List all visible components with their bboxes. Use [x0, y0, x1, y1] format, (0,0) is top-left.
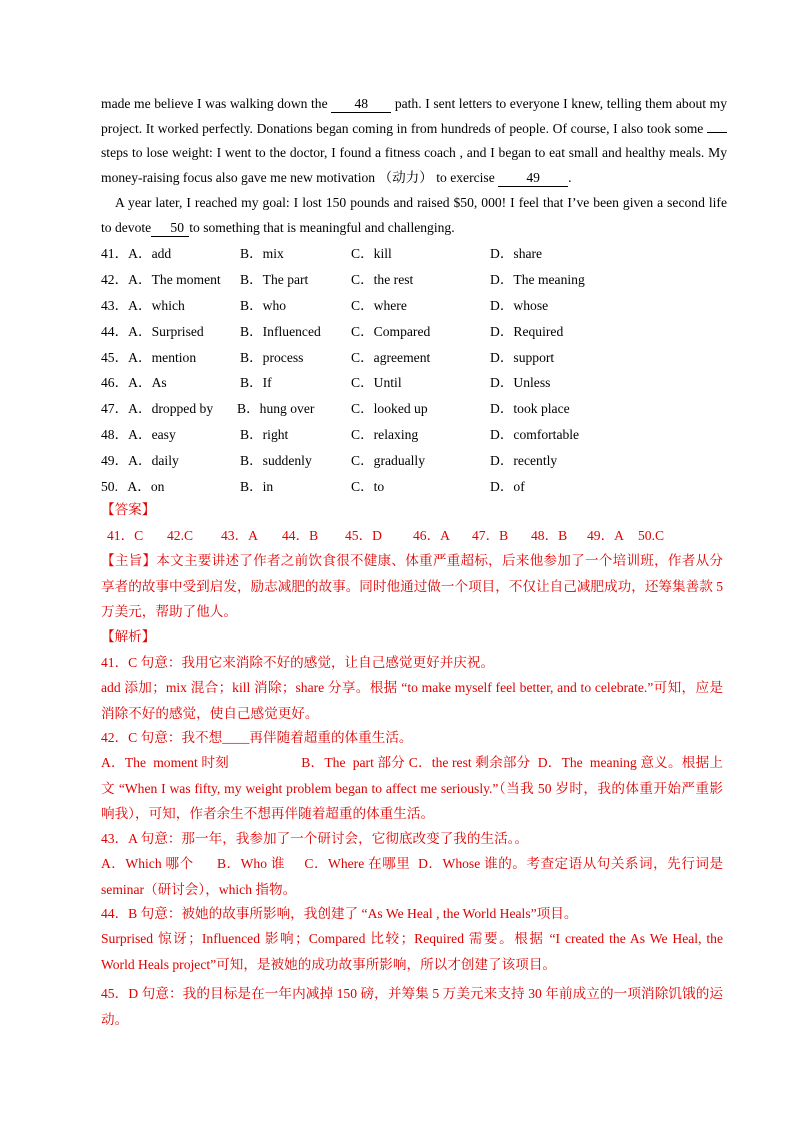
options-list: [101, 241, 721, 500]
explanation-43-detail: A．Which 哪个 B．Who 谁 C．Where 在哪里 D．Whose 谁的。考查定语从句关系词，先行词是 seminar（研讨会），which 指物。: [101, 856, 727, 897]
option-a: 49．A．daily: [101, 453, 179, 469]
option-row: [101, 396, 721, 422]
option-d: D．whose: [490, 297, 549, 313]
option-d: D．The meaning: [490, 271, 585, 287]
option-a: 41．A．add: [101, 246, 172, 261]
explanation-42-sentence: 42．C 句意：我不想____再伴随着超重的体重生活。: [101, 730, 413, 745]
option-b: B．who: [240, 297, 287, 313]
option-c: C．the rest: [351, 271, 414, 287]
option-row: [101, 370, 721, 396]
option-b: B．process: [240, 349, 304, 365]
option-a: 50. A．on: [101, 479, 165, 495]
option-b: B．suddenly: [240, 453, 312, 469]
answer-item: 41．C: [107, 528, 144, 543]
answer-item: 45．D: [345, 528, 383, 543]
option-c: C．gradually: [351, 453, 425, 469]
option-row: [101, 267, 721, 293]
passage-text: path. I sent letters to everyone I knew, telling them about my project. It worked perfectly. Donations began coming in from hundreds of people. Of course, I also took some: [101, 96, 728, 136]
explanation-44-sentence: 44．B 句意：被她的故事所影响，我创建了 “As We Heal , the World Heals”项目。: [101, 906, 578, 921]
option-a: 46．A．As: [101, 375, 167, 391]
answer-heading: 【答案】: [101, 502, 156, 517]
blank-48: 48: [331, 96, 391, 113]
answer-item: 50.C: [638, 528, 665, 543]
option-a: 44．A．Surprised: [101, 323, 204, 339]
option-a: 43．A．which: [101, 297, 185, 313]
option-a: 45．A．mention: [101, 349, 197, 365]
answer-item: 42.C: [167, 528, 194, 543]
option-d: D．share: [490, 246, 543, 261]
option-c: C．Compared: [351, 323, 431, 339]
explanation-44-detail: Surprised 惊讶；Influenced 影响；Compared 比较；Required 需要。根据 “I created the As We Heal, the World Heals project”可知，是被她的成功故事所影响，所以才创建了该项目。: [101, 931, 723, 972]
answer-item: 43．A: [221, 528, 259, 543]
option-d: D．support: [490, 349, 555, 365]
passage-paragraph-2: [101, 191, 727, 240]
option-c: C．agreement: [351, 349, 431, 365]
option-row: [101, 448, 721, 474]
main-idea: 【主旨】本文主要讲述了作者之前饮食很不健康、体重严重超标，后来他参加了一个培训班，作者从分享者的故事中受到启发，励志减肥的故事。同时他通过做一个项目，不仅让自己减肥成功，还筹集善款 5 万美元，帮助了他人。: [101, 553, 723, 619]
option-d: D．of: [490, 479, 525, 495]
option-d: D．took place: [490, 401, 570, 417]
option-b: B．mix: [240, 246, 284, 261]
option-b: B．right: [240, 427, 289, 443]
explanation-41-sentence: 41．C 句意：我用它来消除不好的感觉，让自己感觉更好并庆祝。: [101, 655, 495, 670]
analysis-heading: 【解析】: [101, 629, 156, 644]
option-a: 42．A．The moment: [101, 271, 221, 287]
passage-text: made me believe I was walking down the: [101, 96, 328, 111]
explanation-43-sentence: 43．A 句意：那一年，我参加了一个研讨会，它彻底改变了我的生活。。: [101, 831, 529, 846]
option-c: C．where: [351, 297, 407, 313]
answer-item: 44．B: [282, 528, 319, 543]
option-b: B．in: [240, 479, 274, 495]
option-d: D．Unless: [490, 375, 551, 391]
option-b: B．Influenced: [240, 323, 321, 339]
blank-unnumbered: [707, 132, 727, 133]
explanation-42-detail: A．The moment 时刻 B．The part 部分 C．the rest 剩余部分 D．The meaning 意义。根据上文 “When I was fifty, my weight problem began to affect me seriously.”（当我 50 岁时，我的体重开始严重影响我），可知，作者余生不想再伴随着超重的体重生活。: [101, 755, 723, 821]
blank-49: 49: [498, 170, 568, 187]
option-b: B．If: [240, 375, 272, 391]
option-a: 48．A．easy: [101, 427, 176, 443]
option-row: [101, 319, 721, 345]
option-c: C．Until: [351, 375, 402, 391]
passage-text: to something that is meaningful and challenging.: [189, 219, 455, 235]
option-d: D．comfortable: [490, 427, 580, 443]
answer-list: [107, 523, 707, 548]
passage-text: A year later, I reached my goal: I lost 150 pounds and raised $50, 000! I feel that I’ve been given a second life to devote: [101, 195, 727, 235]
passage-text: .: [568, 169, 572, 185]
answer-item: 48．B: [531, 528, 568, 543]
option-b: B．The part: [240, 271, 309, 287]
option-c: C．kill: [351, 246, 392, 261]
option-d: D．Required: [490, 323, 564, 339]
option-c: C．to: [351, 479, 385, 495]
option-c: C．relaxing: [351, 427, 419, 443]
option-row: [101, 241, 721, 267]
answer-item: 46．A: [413, 528, 451, 543]
option-d: D．recently: [490, 453, 558, 469]
passage-paragraph-1: [101, 92, 727, 190]
explanation-45-sentence: 45．D 句意：我的目标是在一年内减掉 150 磅，并筹集 5 万美元来支持 30 年前成立的一项消除饥饿的运动。: [101, 986, 723, 1027]
option-row: [101, 345, 721, 371]
option-row: [101, 293, 721, 319]
answer-item: 47．B: [472, 528, 509, 543]
option-a: 47．A．dropped by: [101, 401, 214, 417]
option-b: B．hung over: [237, 401, 315, 417]
blank-50: 50: [151, 220, 189, 237]
option-row: [101, 422, 721, 448]
option-c: C．looked up: [351, 401, 428, 417]
explanation-41-detail: add 添加；mix 混合；kill 消除；share 分享。根据 “to make myself feel better, and to celebrate.”可知，应是消除不好的感觉，使自己感觉更好。: [101, 680, 723, 721]
answer-item: 49．A: [587, 528, 625, 543]
passage-text: steps to lose weight: I went to the doctor, I found a fitness coach , and I began to eat small and healthy meals. My money-raising focus also gave me new motivation （动力） to exercise: [101, 145, 727, 185]
